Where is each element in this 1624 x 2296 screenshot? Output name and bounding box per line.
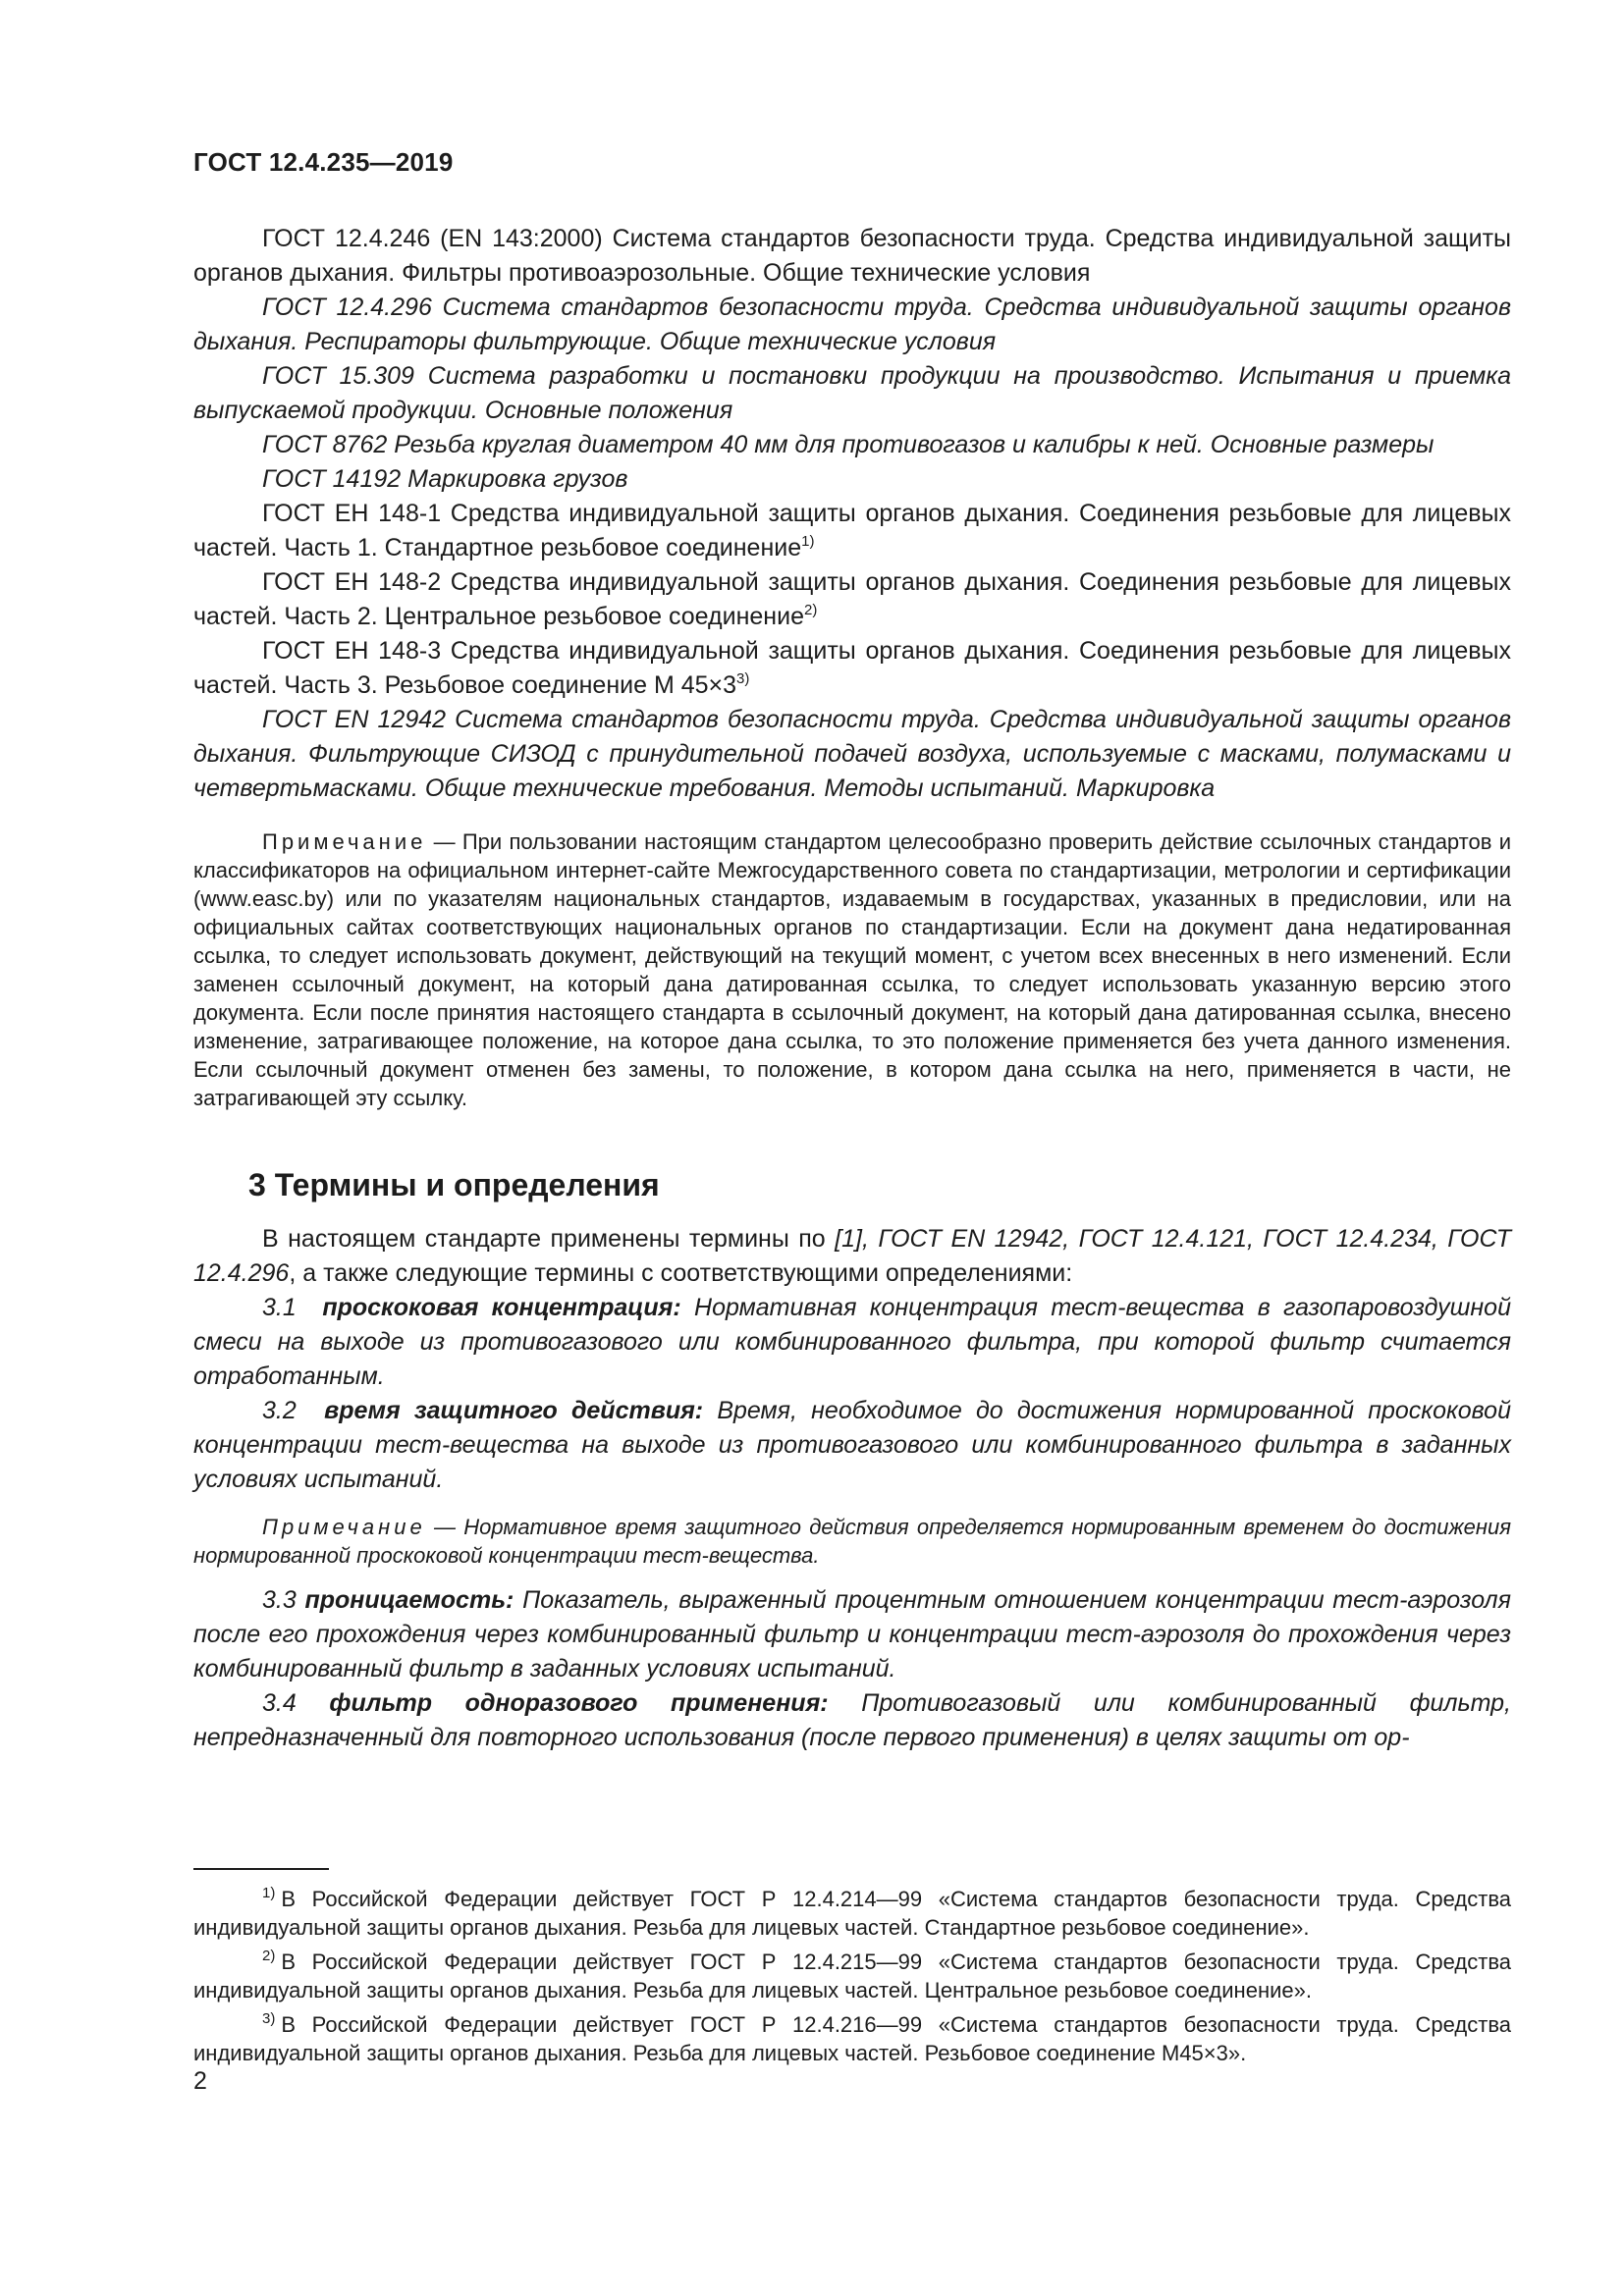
term-name: время защитного действия: xyxy=(324,1397,704,1424)
footnotes xyxy=(193,1885,1511,2073)
reference-item xyxy=(193,291,1511,359)
reference-text: ГОСТ ЕН 148-1 Средства индивидуальной защиты органов дыхания. Соединения резьбовые для лицевых частей. Часть 1. Стандартное резьбовое соединение xyxy=(193,500,1511,561)
term-text: Нормативная концентрация тест-вещества в газопаровоздушной смеси на выходе из противогазового или комбинированного фильтра, при которой фильтр считается отработанным. xyxy=(193,1294,1511,1390)
reference-text: ГОСТ 8762 Резьба круглая диаметром 40 мм для противогазов и калибры к ней. Основные размеры xyxy=(262,431,1435,458)
footnote-text: В Российской Федерации действует ГОСТ Р 12.4.215—99 «Система стандартов безопасности труда. Средства индивидуальной защиты органов дыхания. Резьба для лицевых частей. Центральное резьбовое соединение». xyxy=(193,1949,1511,2002)
term-number: 3.2 xyxy=(262,1397,297,1424)
footnote-mark: 3) xyxy=(736,670,750,687)
footnote-text: В Российской Федерации действует ГОСТ Р 12.4.214—99 «Система стандартов безопасности труда. Средства индивидуальной защиты органов дыхания. Резьба для лицевых частей. Стандартное резьбовое соединение». xyxy=(193,1887,1511,1940)
footnote-mark: 3) xyxy=(262,2010,276,2027)
note-label: Примечание xyxy=(262,829,427,854)
term-name: проскоковая концентрация: xyxy=(322,1294,681,1321)
reference-item xyxy=(193,359,1511,428)
reference-text: ГОСТ ЕН 148-3 Средства индивидуальной защиты органов дыхания. Соединения резьбовые для лицевых частей. Часть 3. Резьбовое соединение М 45×3 xyxy=(193,637,1511,699)
footnote-mark: 1) xyxy=(801,533,815,550)
footnote-mark: 2) xyxy=(262,1948,276,1964)
reference-text: ГОСТ EN 12942 Система стандартов безопасности труда. Средства индивидуальной защиты органов дыхания. Фильтрующие СИЗОД с принудительной подачей воздуха, используемые с масками, полумасками и четвертьмасками. Общие технические требования. Методы испытаний. Маркировка xyxy=(193,706,1511,802)
term-text: Показатель, выраженный процентным отношением концентрации тест-аэрозоля после его прохождения через комбинированный фильтр и концентрации тест-аэрозоля до прохождения через комбинированный фильтр в заданных условиях испытаний. xyxy=(193,1586,1511,1682)
reference-item xyxy=(193,634,1511,703)
footnote xyxy=(193,2010,1511,2067)
term-number: 3.4 xyxy=(262,1689,297,1717)
document-body xyxy=(193,222,1511,1755)
reference-note xyxy=(193,828,1511,1112)
term-definition xyxy=(193,1291,1511,1394)
term-definition xyxy=(193,1686,1511,1755)
footnote-divider xyxy=(193,1868,329,1870)
footnote-mark: 1) xyxy=(262,1885,276,1901)
term-number: 3.1 xyxy=(262,1294,297,1321)
footnote-mark: 2) xyxy=(803,602,818,618)
intro-tail: , а также следующие термины с соответствующими определениями: xyxy=(289,1259,1073,1287)
term-number: 3.3 xyxy=(262,1586,297,1614)
term-note xyxy=(193,1513,1511,1570)
footnote xyxy=(193,1885,1511,1942)
reference-item xyxy=(193,222,1511,291)
page-number: 2 xyxy=(193,2067,207,2095)
term-text: Время, необходимое до достижения нормированной проскоковой концентрации тест-вещества на выходе из противогазового или комбинированного фильтра в заданных условиях испытаний. xyxy=(193,1397,1511,1493)
section-intro xyxy=(193,1222,1511,1291)
reference-item xyxy=(193,497,1511,565)
reference-text: ГОСТ ЕН 148-2 Средства индивидуальной защиты органов дыхания. Соединения резьбовые для лицевых частей. Часть 2. Центральное резьбовое соединение xyxy=(193,568,1511,630)
reference-text: ГОСТ 12.4.246 (EN 143:2000) Система стандартов безопасности труда. Средства индивидуальной защиты органов дыхания. Фильтры противоаэрозольные. Общие технические условия xyxy=(193,225,1511,287)
note-text: — При пользовании настоящим стандартом целесообразно проверить действие ссылочных стандартов и классификаторов на официальном интернет-сайте Межгосударственного совета по стандартизации, метрологии и сертификации (www.easc.by) или по указателям национальных стандартов, издаваемым в государствах, указанных в предисловии, или на официальных сайтах соответствующих национальных органов по стандартизации. Если на документ дана недатированная ссылка, то следует использовать документ, действующий на текущий момент, с учетом всех внесенных в него изменений. Если заменен ссылочный документ, на который дана датированная ссылка, то следует использовать указанную версию этого документа. Если после принятия настоящего стандарта в ссылочный документ, на который дана датированная ссылка, внесено изменение, затрагивающее положение, на которое дана ссылка, то это положение применяется без учета данного изменения. Если ссылочный документ отменен без замены, то положение, в котором дана ссылка на него, применяется в части, не затрагивающей эту ссылку. xyxy=(193,829,1511,1110)
reference-text: ГОСТ 12.4.296 Система стандартов безопасности труда. Средства индивидуальной защиты органов дыхания. Респираторы фильтрующие. Общие технические условия xyxy=(193,294,1511,355)
reference-text: ГОСТ 14192 Маркировка грузов xyxy=(262,465,628,493)
term-name: фильтр одноразового применения: xyxy=(329,1689,829,1717)
footnote xyxy=(193,1948,1511,2004)
term-definition xyxy=(193,1394,1511,1497)
intro-refs: [1], ГОСТ EN 12942, ГОСТ 12.4.121, ГОСТ 12.4.234, ГОСТ 12.4.296 xyxy=(193,1225,1511,1287)
reference-item xyxy=(193,462,1511,497)
note-label: Примечание xyxy=(262,1515,426,1539)
reference-item xyxy=(193,565,1511,634)
reference-item xyxy=(193,703,1511,806)
intro-text: В настоящем стандарте применены термины по xyxy=(262,1225,836,1253)
term-text: Противогазовый или комбинированный фильтр, непредназначенный для повторного использования (после первого применения) в целях защиты от ор- xyxy=(193,1689,1511,1751)
section-heading: 3 Термины и определения xyxy=(248,1167,660,1202)
footnote-text: В Российской Федерации действует ГОСТ Р 12.4.216—99 «Система стандартов безопасности труда. Средства индивидуальной защиты органов дыхания. Резьба для лицевых частей. Резьбовое соединение М45×3». xyxy=(193,2012,1511,2065)
term-name: проницаемость: xyxy=(304,1586,514,1614)
document-header: ГОСТ 12.4.235—2019 xyxy=(193,147,454,177)
note-text: — Нормативное время защитного действия определяется нормированным временем до достижения нормированной проскоковой концентрации тест-вещества. xyxy=(193,1515,1511,1568)
term-definition xyxy=(193,1583,1511,1686)
reference-text: ГОСТ 15.309 Система разработки и постановки продукции на производство. Испытания и приемка выпускаемой продукции. Основные положения xyxy=(193,362,1511,424)
reference-item xyxy=(193,428,1511,462)
